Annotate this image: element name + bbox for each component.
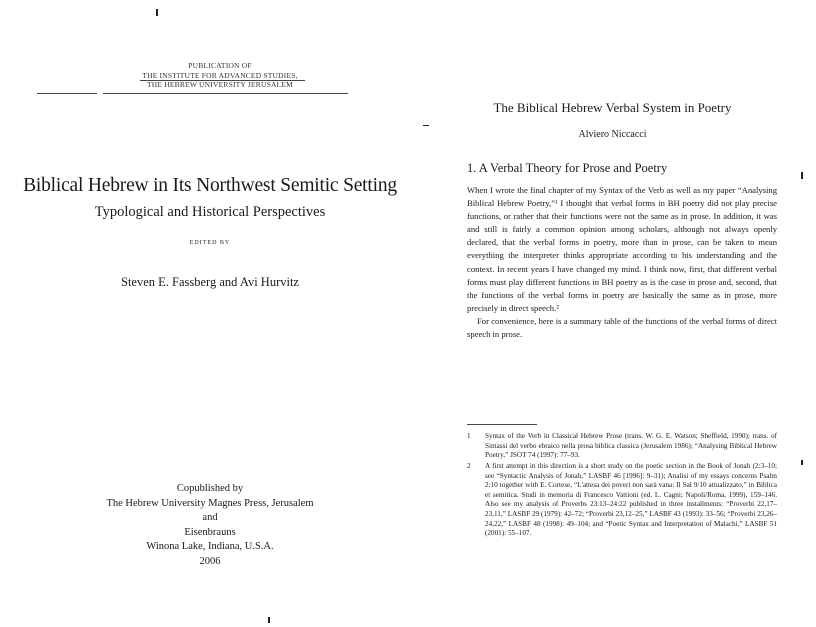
- scan-speck: [423, 125, 429, 126]
- editors: Steven E. Fassberg and Avi Hurvitz: [121, 275, 299, 289]
- book-title: Biblical Hebrew in Its Northwest Semitic Setting: [23, 175, 397, 196]
- publication-line: 2006: [199, 555, 221, 567]
- publisher-header-line: THE INSTITUTE FOR ADVANCED STUDIES,: [142, 70, 298, 80]
- publication-block: [60, 482, 360, 570]
- publisher-header: [120, 61, 320, 90]
- header-rule-upper: [140, 80, 305, 81]
- footnote: [467, 462, 777, 539]
- header-rule-main: [103, 93, 348, 94]
- publication-line: and: [202, 512, 218, 524]
- scan-speck: [156, 9, 158, 16]
- header-rule-left: [37, 93, 97, 94]
- chapter-title: The Biblical Hebrew Verbal System in Poetry: [493, 100, 732, 115]
- footnote-rule: [467, 424, 537, 425]
- chapter-author: Alviero Niccacci: [578, 129, 647, 140]
- footnote-text: A first attempt in this direction is a short study on the poetic section in the Book of Jonah (2:3–10; see “Syntactic Analysis of Jonah,” LASBF 46 [1996]: 9–31); Analisi of my essays concerns Psalm 2:10 together with E. Cortese, “L'attesa dei poveri non sarà vana: Il Sal 9/10 attualizzato,” in Biblica et semitica. Studi in memoria di Francesco Vattioni (ed. L. Cagni; Napoli/Roma, 1999), 159–146. Also see my analysis of Proverbs 23:13–24:22 published in three installments: “Proverbi 22,17–23,11,” LASBF 29 (1979): 42–72; “Proverbi 23,12–25,” LASBF 43 (1993): 33–56; “Proverbi 23,26–24,22,” LASBF 48 (1998): 49–104; and “Poetic Syntax and Interpretation of Malachi,” LASBF 51 (2001): 55–107.: [485, 462, 777, 538]
- body-text: [467, 184, 777, 341]
- footnote-text: Syntax of the Verb in Classical Hebrew Prose (trans. W. G. E. Watson; Sheffield, 1990); trans. of Sintassi del verbo ebraico nella prosa biblica classica (Jerusalem 1986); “Analysing Biblical Hebrew Poetry,” JSOT 74 (1997): 77–93.: [485, 432, 777, 460]
- publisher-header-line: THE HEBREW UNIVERSITY JERUSALEM: [147, 80, 293, 89]
- footnote: [467, 432, 777, 461]
- publication-line: Eisenbrauns: [184, 526, 236, 538]
- body-paragraph: When I wrote the final chapter of my Syntax of the Verb as well as my paper “Analysing Biblical Hebrew Poetry,”¹ I thought that verbal forms in BH poetry did not play precise functions, or rather that their functions were not the same as in prose. In addition, it was and still is fairly a common opinion among scholars, although not always openly declared, that the verbal forms in poetry, more than in prose, can be taken to mean everything the interpreter thinks appropriate according to his understanding and the context. In recent years I have changed my mind. I think now, first, that different verbal forms must play different functions in BH poetry as is the case in prose and, second, that the functions of the verbal forms in poetry are basically the same as in prose, more precisely in direct speech.²: [467, 185, 777, 313]
- publication-line: Copublished by: [176, 483, 244, 494]
- publication-line: The Hebrew University Magnes Press, Jerusalem: [106, 497, 314, 509]
- footnote-number: 2: [467, 462, 471, 470]
- section-heading: 1. A Verbal Theory for Prose and Poetry: [467, 161, 668, 175]
- scan-speck: [801, 460, 803, 465]
- publication-line: Winona Lake, Indiana, U.S.A.: [146, 541, 274, 553]
- edited-by-label: EDITED BY: [189, 240, 231, 246]
- scan-speck: [801, 172, 803, 179]
- body-paragraph: For convenience, here is a summary table of the functions of the verbal forms of direct speech in prose.: [467, 315, 777, 340]
- book-subtitle: Typological and Historical Perspectives: [94, 204, 326, 220]
- publisher-header-line: PUBLICATION OF: [188, 61, 252, 70]
- scan-speck: [268, 617, 270, 623]
- footnote-number: 1: [467, 432, 471, 440]
